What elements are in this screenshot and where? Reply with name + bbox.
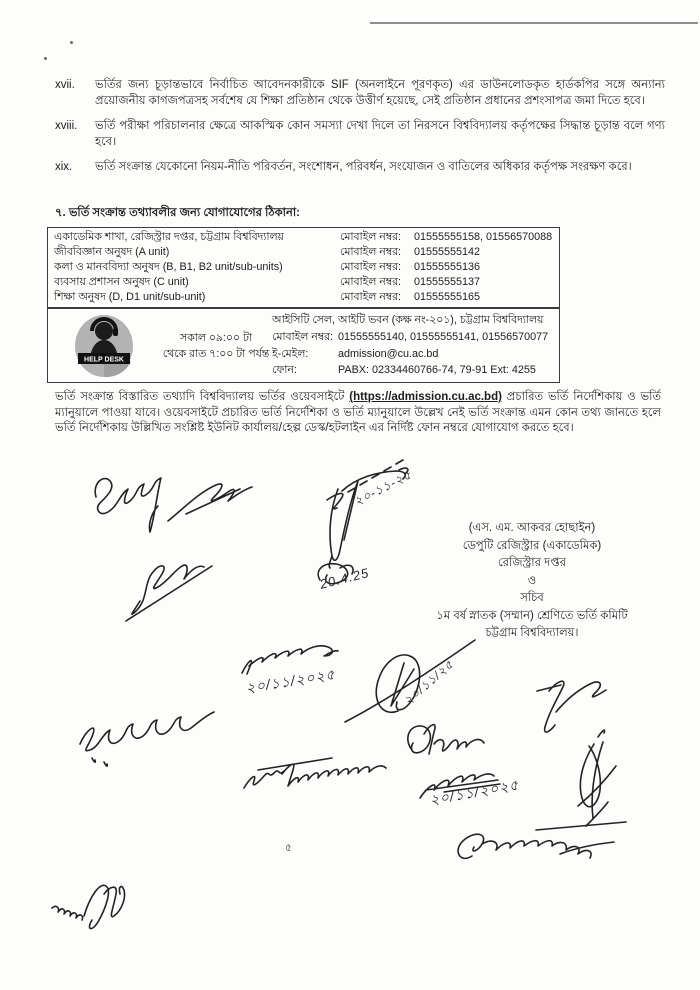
table-row	[48, 290, 559, 305]
signature-9	[408, 725, 484, 754]
mobile-number-cell: 01555555158, 01556570088	[414, 231, 553, 244]
list-item-number: xviii.	[55, 120, 78, 132]
signature-2	[168, 484, 252, 521]
helpdesk-office	[272, 313, 555, 328]
signature-7	[345, 640, 475, 722]
row-value: PABX: 02334460766-74, 79-91 Ext: 4255	[338, 364, 536, 377]
helpdesk-row	[272, 363, 555, 378]
scan-artifact-top-line	[370, 22, 698, 24]
note-text: প্রচারিত ভর্তি নির্দেশিকায় ও ভর্তি ম্যানুয়ালে পাওয়া যাবে। ওয়েবসাইটে প্রচারিত ভর্তি নির্দেশিকা ও ভর্তি ম্যানুয়ালে উল্লেখ নেই ভর্তি সংক্রান্ত এমন কোন তথ্য জানতে হলে ভর্তি নির্দেশিকায় উল্লিখিত সংশ্লিষ্ট ইউনিট কার্যালয়/হেল্প ডেস্ক/হটলাইন এর নির্দিষ্ট ফোন নম্বরে যোগাযোগ করতে হবে।	[55, 391, 661, 435]
contact-table	[47, 227, 560, 308]
page-number: ৫	[285, 842, 292, 854]
helpdesk-row	[272, 347, 555, 362]
list-item-text: ভর্তির জন্য চূড়ান্তভাবে নির্বাচিত আবেদনকারীকে SIF (অনলাইনে পূরণকৃত) এর ডাউনলোডকৃত হার্ডকপির সঙ্গে অন্যান্য প্রয়োজনীয় কাগজপত্রসহ সর্বশেষ যে শিক্ষা প্রতিষ্ঠান থেকে উত্তীর্ণ হয়েছে, সেই প্রতিষ্ঠান প্রধানের প্রশংসাপত্র জমা দিতে হবে।	[95, 79, 665, 107]
note-text: ভর্তি সংক্রান্ত বিস্তারিত তথ্যাদি বিশ্ববিদ্যালয় ভর্তির ওয়েবসাইটে	[55, 391, 350, 403]
mobile-number-cell: 01555555142	[414, 246, 481, 259]
signatory-title: চট্টগ্রাম বিশ্ববিদ্যালয়।	[485, 627, 579, 639]
signatory-title: ডেপুটি রেজিস্ট্রার (একাডেমিক)	[462, 539, 602, 552]
signatory-block	[396, 520, 668, 643]
office-cell: কলা ও মানববিদ্যা অনুষদ (B, B1, B2 unit/sub-units)	[54, 261, 283, 274]
mobile-label-cell: মোবাইল নম্বর:	[340, 276, 402, 289]
terms-list	[55, 78, 665, 186]
signatory-name: (এস. এম. আকবর হোছাইন)	[468, 522, 596, 534]
office-cell: জীববিজ্ঞান অনুষদ (A unit)	[54, 246, 170, 259]
mobile-label-cell: মোবাইল নম্বর:	[340, 261, 402, 274]
signature-14	[458, 822, 626, 858]
list-item-number: xix.	[55, 161, 73, 173]
row-label: মোবাইল নম্বর:	[272, 330, 334, 343]
helpdesk-hours	[160, 309, 272, 382]
signature-8	[80, 712, 214, 766]
table-row	[48, 275, 559, 290]
row-label: ফোন:	[272, 364, 297, 377]
office-cell: ব্যবসায় প্রশাসন অনুষদ (C unit)	[54, 276, 189, 289]
signatory-title: রেজিস্ট্রার দপ্তর	[498, 557, 566, 569]
helpdesk-table	[47, 308, 560, 383]
list-item	[55, 78, 665, 109]
table-row	[48, 230, 559, 245]
mobile-label-cell: মোবাইল নম্বর:	[340, 291, 402, 304]
table-row	[48, 245, 559, 260]
helpdesk-logo	[48, 309, 160, 382]
scan-speck	[44, 57, 47, 60]
office-text: আইসিটি সেল, আইটি ভবন (কক্ষ নং-২০১), চট্টগ্রাম বিশ্ববিদ্যালয়	[272, 314, 544, 327]
signatory-title: ১ম বর্ষ স্নাতক (সম্মান) শ্রেণিতে ভর্তি কমিটি	[436, 609, 628, 622]
handwritten-date: ২০/১১/২০২৫	[244, 665, 337, 696]
list-item	[55, 160, 665, 176]
mobile-label-cell: মোবাইল নম্বর:	[340, 231, 402, 244]
signature-11	[578, 742, 616, 826]
table-row	[48, 260, 559, 275]
mobile-number-cell: 01555555136	[414, 261, 481, 274]
list-item	[55, 119, 665, 150]
helpdesk-row	[272, 330, 555, 345]
handwritten-date: ২০-১১-২৫	[351, 467, 415, 509]
mobile-number-cell: 01555555137	[414, 276, 481, 289]
scan-speck	[70, 41, 73, 44]
signature-4	[126, 565, 212, 621]
signature-15	[52, 885, 125, 928]
signature-10	[537, 681, 606, 737]
help-desk-label: HELP DESK	[84, 356, 124, 363]
helpdesk-details	[272, 309, 559, 382]
hours-line: থেকে রাত ৭:০০ টা পর্যন্ত	[162, 347, 270, 360]
list-item-text: ভর্তি পরীক্ষা পরিচালনার ক্ষেত্রে আকস্মিক কোন সমস্যা দেখা দিলে তা নিরসনে বিশ্ববিদ্যালয় কর্তৃপক্ষের সিদ্ধান্ত চূড়ান্ত বলে গণ্য হবে।	[95, 120, 665, 148]
handwritten-date: 20.4.25	[318, 565, 371, 592]
mobile-number-cell: 01555555165	[414, 291, 481, 304]
row-value: 01555555140, 01555555141, 01556570077	[338, 330, 549, 343]
hours-line: সকাল ০৯:০০ টা	[180, 331, 252, 344]
handwritten-date: ২০/১১/২৫	[401, 656, 457, 708]
signature-1	[95, 478, 161, 532]
office-cell: একাডেমিক শাখা, রেজিস্ট্রার দপ্তর, চট্টগ্রাম বিশ্ববিদ্যালয়	[54, 231, 284, 244]
admission-website-link: (https://admission.cu.ac.bd)	[349, 391, 502, 403]
signatory-conjunction: ও	[527, 574, 537, 587]
help-desk-icon	[67, 312, 141, 380]
row-label: ই-মেইল:	[272, 347, 309, 360]
signature-12	[244, 758, 386, 788]
row-value: admission@cu.ac.bd	[338, 347, 439, 360]
signatory-title: সচিব	[520, 592, 544, 604]
list-item-number: xvii.	[55, 79, 75, 91]
section-heading: ৭. ভর্তি সংক্রান্ত তথ্যাবলীর জন্য যোগাযোগের ঠিকানা:	[55, 207, 300, 219]
office-cell: শিক্ষা অনুষদ (D, D1 unit/sub-unit)	[54, 291, 206, 304]
website-note-paragraph	[55, 390, 661, 437]
mobile-label-cell: মোবাইল নম্বর:	[340, 246, 402, 259]
handwritten-date: ২০/১১/২০২৫	[428, 776, 521, 808]
list-item-text: ভর্তি সংক্রান্ত যেকোনো নিয়ম-নীতি পরিবর্তন, সংশোধন, পরিবর্ধন, সংযোজন ও বাতিলের অধিকার কর্তৃপক্ষ সংরক্ষণ করে।	[95, 161, 632, 173]
